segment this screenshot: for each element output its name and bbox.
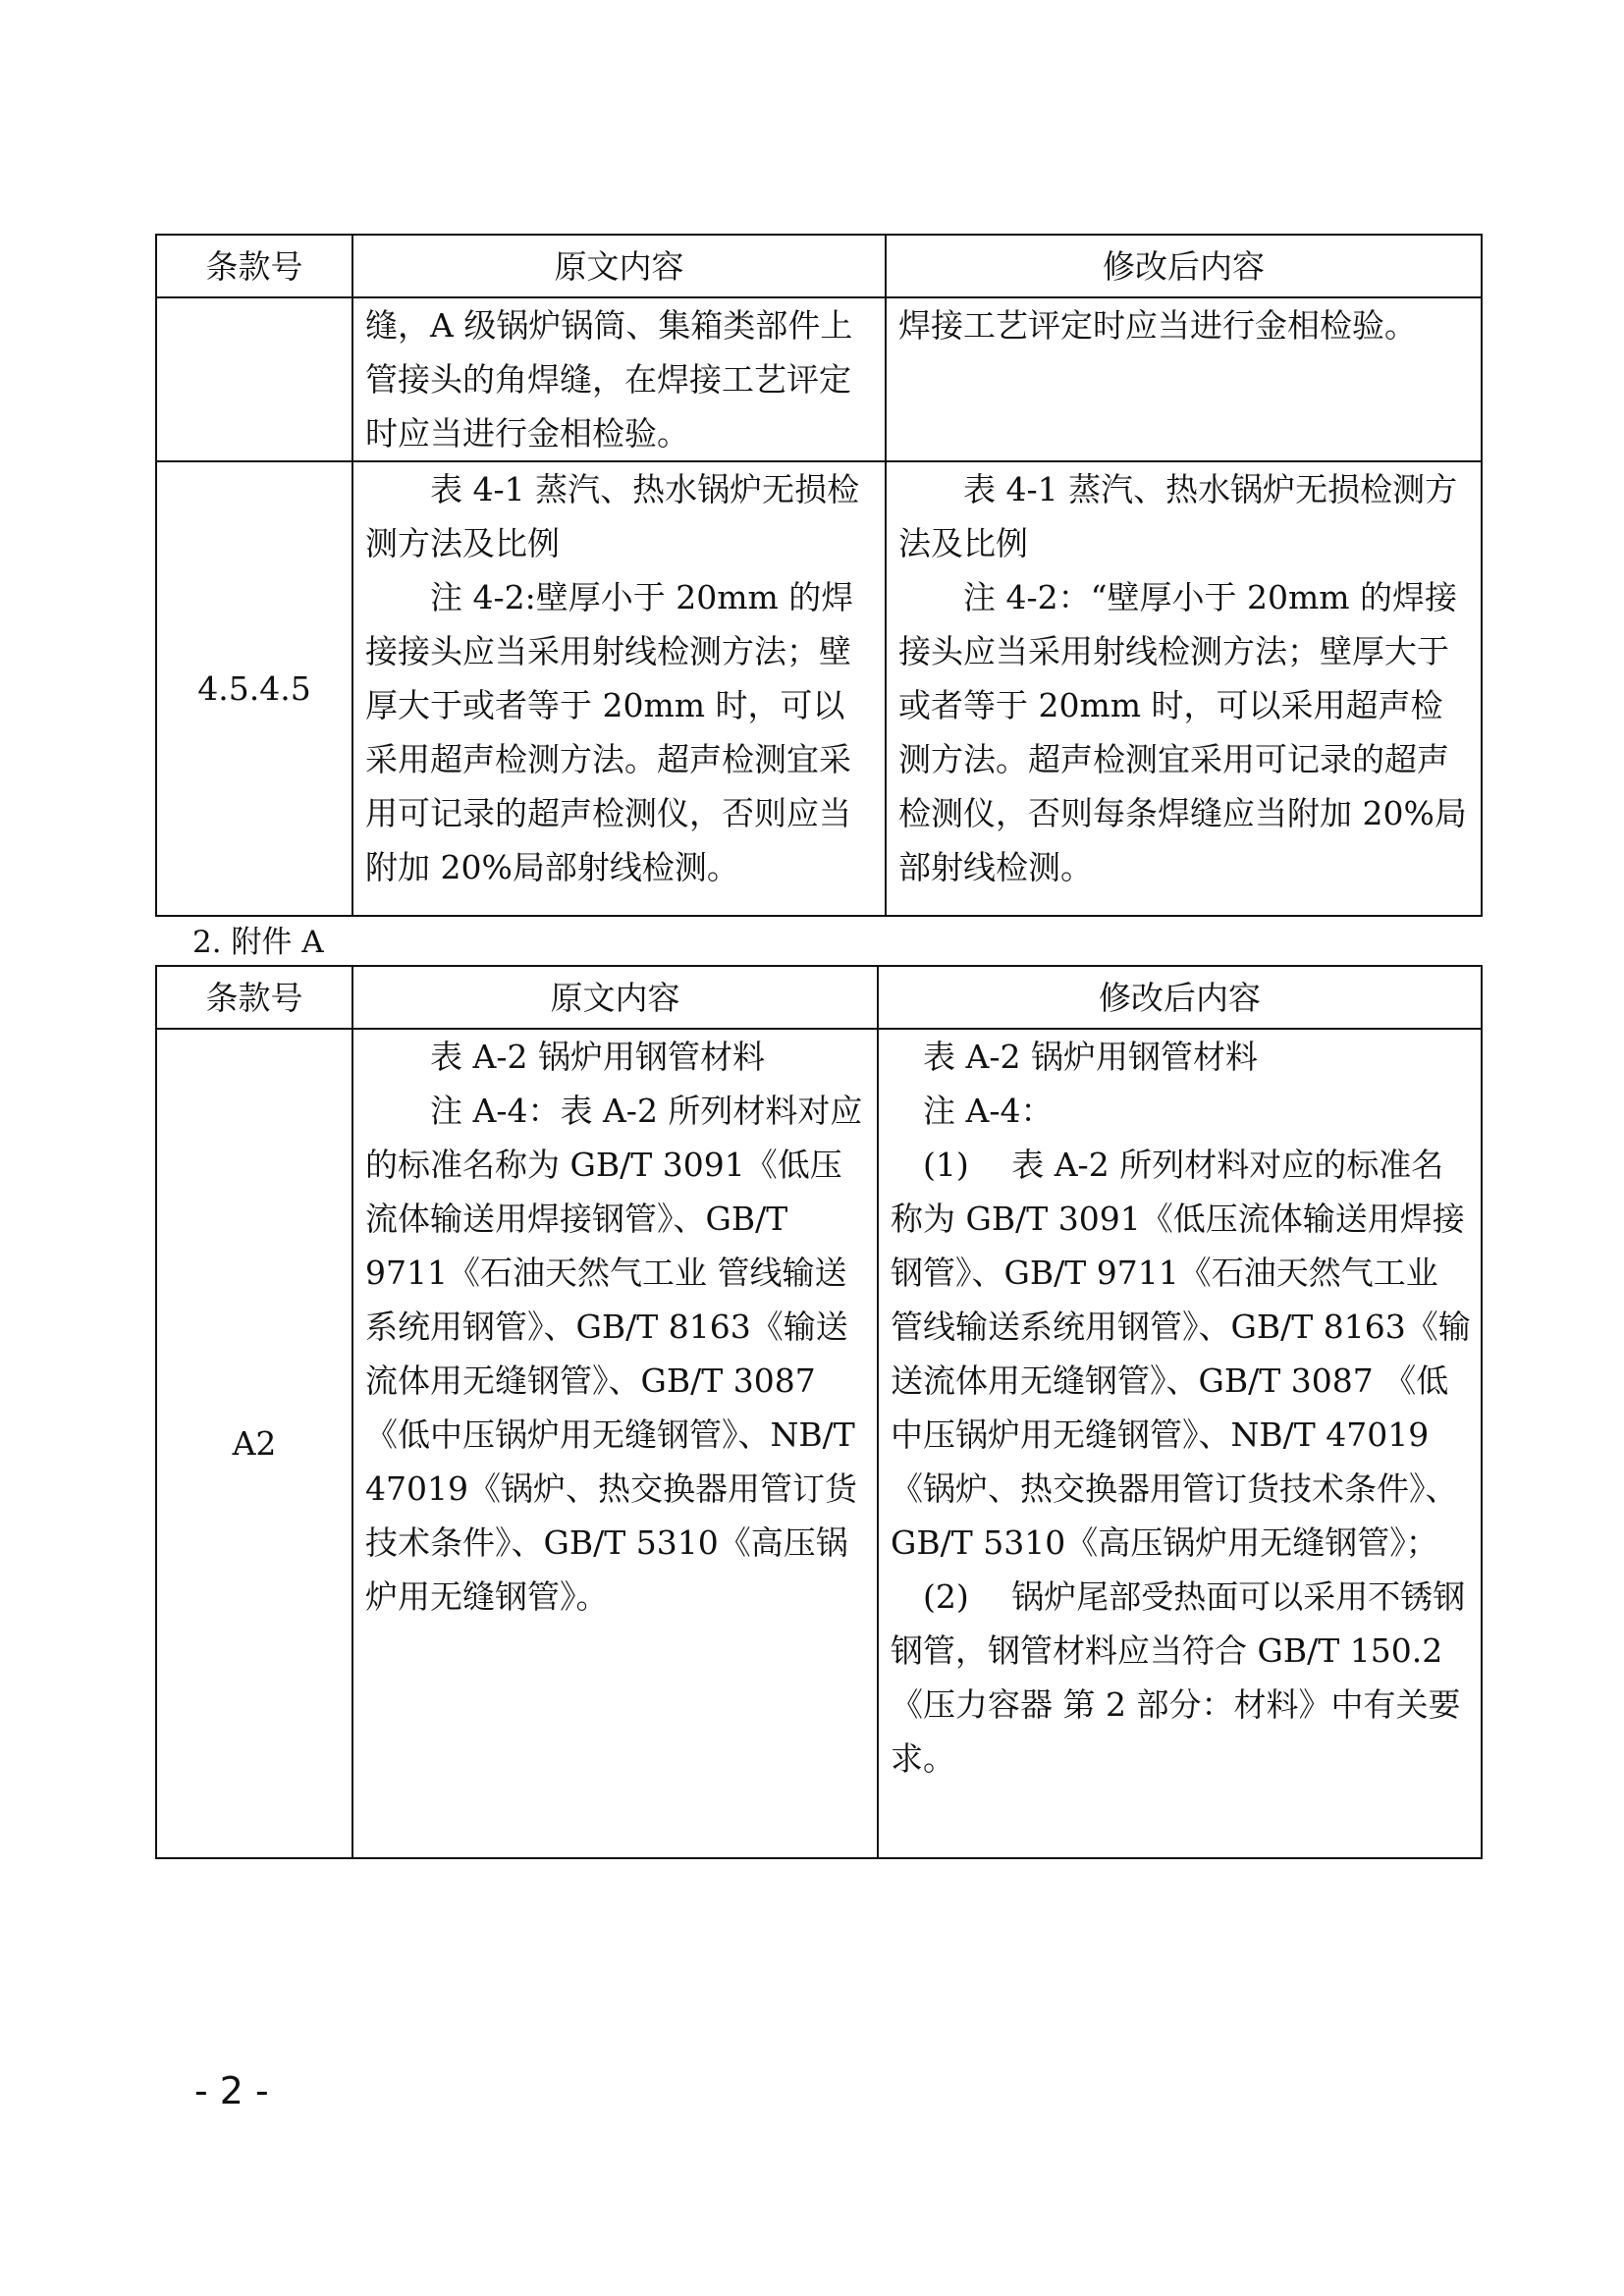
section-label: 2. 附件 A [192,925,324,960]
paragraph: 注 A-4： [923,1092,1054,1130]
paragraph: 表 A-2 锅炉用钢管材料 [430,1038,765,1076]
paragraph: 表 A-2 锅炉用钢管材料 [923,1038,1258,1076]
clause-number: A2 [156,1029,352,1858]
paragraph: 表 4-1 蒸汽、热水锅炉无损检测方法及比例 [365,470,860,562]
clause-number [156,297,352,461]
header-original: 原文内容 [352,966,878,1029]
table-row [156,1029,1482,1858]
paragraph: 注 A-4：表 A-2 所列材料对应的标准名称为 GB/T 3091《低压流体输送用焊接钢管》、GB/T 9711《石油天然气工业 管线输送系统用钢管》、GB/T 8163《输送流体用无缝钢管》、GB/T 3087《低中压锅炉用无缝钢管》、NB/T 47019《锅炉、热交换器用管订货技术条件》、GB/T 5310《高压锅炉用无缝钢管》。 [365,1092,863,1616]
page-number: - 2 - [194,2069,269,2112]
paragraph: 表 4-1 蒸汽、热水锅炉无损检测方法及比例 [898,470,1458,562]
header-original: 原文内容 [352,235,886,297]
table-row [156,297,1482,461]
header-clause: 条款号 [156,235,352,297]
revised-content [878,1029,1482,1858]
clause-number: 4.5.4.5 [156,461,352,916]
table-header-row [156,966,1482,1029]
comparison-table-1 [155,234,1483,917]
revised-content [886,461,1482,916]
paragraph: (2) 锅炉尾部受热面可以采用不锈钢钢管，钢管材料应当符合 GB/T 150.2《压力容器 第 2 部分：材料》中有关要求。 [891,1577,1466,1778]
paragraph: 注 4-2:壁厚小于 20mm 的焊接接头应当采用射线检测方法；壁厚大于或者等于 20mm 时，可以采用超声检测方法。超声检测宜采用可记录的超声检测仪，否则应当附加 20%局部射线检测。 [365,578,854,886]
original-content [352,1029,878,1858]
paragraph: 注 4-2：“壁厚小于 20mm 的焊接接头应当采用射线检测方法；壁厚大于或者等于 20mm 时，可以采用超声检测方法。超声检测宜采用可记录的超声检测仪，否则每条焊缝应当附加 20%局部射线检测。 [898,578,1467,886]
original-content [352,297,886,461]
header-clause: 条款号 [156,966,352,1029]
comparison-table-2 [155,965,1483,1859]
revised-content [886,297,1482,461]
table-row [156,461,1482,916]
paragraph: 缝，A 级锅炉锅筒、集箱类部件上管接头的角焊缝，在焊接工艺评定时应当进行金相检验。 [365,306,853,453]
header-revised: 修改后内容 [878,966,1482,1029]
table-header-row [156,235,1482,297]
paragraph: 焊接工艺评定时应当进行金相检验。 [898,306,1417,345]
paragraph: (1) 表 A-2 所列材料对应的标准名称为 GB/T 3091《低压流体输送用焊接钢管》、GB/T 9711《石油天然气工业 管线输送系统用钢管》、GB/T 8163《输送流体用无缝钢管》、GB/T 3087 《低中压锅炉用无缝钢管》、NB/T 47019《锅炉、热交换器用管订货技术条件》、GB/T 5310《高压锅炉用无缝钢管》； [891,1146,1471,1562]
original-content [352,461,886,916]
header-revised: 修改后内容 [886,235,1482,297]
